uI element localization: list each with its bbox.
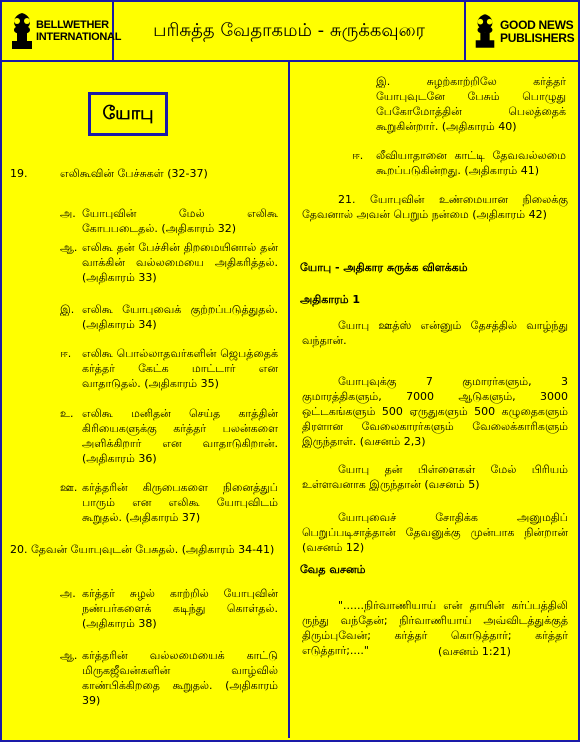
item-mark: ஈ. — [60, 347, 72, 360]
item-i: இ. சுழற்காற்றிலே கர்த்தர் யோபுவுடனே பேசும் பொழுது பேகோமோத்தின் பெலத்தைக் கூறுகின்றார். (அதிகாரம் 40) — [376, 75, 566, 133]
list-item: கர்த்தரின் வல்லமையைக் காட்டு மிருகஜீவன்களின் வாழ்வில் காண்பிக்கிறதை கூறுதல். (அதிகாரம் 39) — [82, 649, 278, 707]
list-item: எலிகூ தன் பேச்சின் திறமையினால் தன் வாக்கின் வல்லமையை அதிகரித்தல். (அதிகாரம் 33) — [82, 241, 278, 284]
list-item: எலிகூ மனிதன் செய்த காத்தின் கிரியைகளுக்கு கர்த்தர் பலன்களை அளிக்கிறார் என வாதாடுகிறான். (அதிகாரம் 36) — [82, 407, 278, 465]
section-19-title: எலிகூவின் பேச்சுகள் (32-37) — [60, 167, 208, 180]
left-logo-line2: INTERNATIONAL — [36, 31, 122, 43]
section-19-number: 19. — [10, 167, 28, 180]
item-mark: உ. — [60, 407, 74, 420]
bellwether-logo — [2, 2, 122, 60]
item-mark: ஈ. — [352, 149, 364, 162]
paragraph: யோபுவைச் சோதிக்க அனுமதிப் பெறுப்படிசாத்தான் தேவனுக்கு முன்பாக நின்றான் (வசனம் 12) — [302, 511, 568, 554]
paragraph: யோபுவுக்கு 7 குமாரர்களும், 3 குமாரத்திகளும், 7000 ஆடுகளும், 3000 ஒட்டகங்களும் 500 ஏருதுகளும் 500 கழுதைகளும் திரளான வேலைகாரர்களும் வேலைக்காரிகளும் இருந்தாள். (வசனம் 2,3) — [302, 375, 568, 448]
ram-logo-icon — [472, 11, 498, 51]
item-mark: ஆ. — [60, 649, 78, 662]
summary-heading: யோபு - அதிகார சுருக்க விளக்கம் — [300, 261, 468, 274]
book-title: யோபு — [88, 92, 168, 136]
ram-logo-icon — [8, 11, 36, 51]
verse-reference: (வசனம் 1:21) — [438, 645, 511, 658]
section-20-title: 20. தேவன் யோபுவுடன் பேசுதல். (அதிகாரம் 34-41) — [10, 543, 275, 556]
paragraph: யோபு தன் பிள்ளைகள் மேல் பிரியம் உள்ளவனாக இருந்தான் (வசனம் 5) — [302, 463, 568, 491]
list-item: யோபுவின் மேல் எலிகூ கோபபடைதல். (அதிகாரம் 32) — [82, 207, 278, 235]
section-21: 21. யோபுவின் உண்மையான நிலைக்கு தேவனால் அவன் பெறும் நன்மை (அதிகாரம் 42) — [302, 193, 568, 221]
left-column — [2, 62, 290, 738]
list-item: எலிகூ பொல்லாதவர்களின் ஜெபத்தைக் கர்த்தர் கேட்க மாட்டார் என வாதாடுதல். (அதிகாரம் 35) — [82, 347, 278, 390]
page-title: பரிசுத்த வேதாகமம் - சுருக்கவுரை — [153, 20, 425, 41]
item-ii: லீவியாதானை காட்டி தேவவல்லமை கூறப்படுகின்றது. (அதிகாரம் 41) — [376, 149, 566, 177]
right-column — [290, 62, 578, 738]
list-item: கர்த்தர் சுழல் காற்றில் யோபுவின் நண்பர்களைக் கடிந்து கொள்தல். (அதிகாரம் 38) — [82, 587, 278, 630]
item-mark: அ. — [60, 587, 76, 600]
list-item: கர்த்தரின் கிருபைகளை நினைத்துப் பாரும் என எலிகூ யோபுவிடம் கூறுதல். (அதிகாரம் 37) — [82, 481, 278, 524]
list-item: எலிகூ யோபுவைக் குற்றப்படுத்துதல். (அதிகாரம் 34) — [82, 303, 278, 331]
item-mark: ஊ. — [60, 481, 78, 494]
good-news-logo — [464, 2, 578, 60]
chapter-heading: அதிகாரம் 1 — [300, 293, 361, 306]
right-logo-line1: GOOD NEWS — [500, 18, 574, 32]
verse-quote: "......நிர்வாணியாய் என் தாயின் கர்ப்பத்திலி ருந்து வந்தேன்; நிர்வாணியாய் அவ்விடத்துக்குத் திரும்புவேன்; கர்த்தர் கொடுத்தார்; கர்த்தர் எடுத்தார்;...." — [302, 599, 568, 657]
left-logo-line1: BELLWETHER — [36, 19, 109, 31]
header-bar — [2, 2, 578, 62]
paragraph: யோபு ஊத்ஸ் என்னும் தேசத்தில் வாழ்ந்து வந்தான். — [302, 319, 568, 347]
right-logo-line2: PUBLISHERS — [500, 31, 575, 45]
item-mark: ஆ. — [60, 241, 78, 254]
verse-heading: வேத வசனம் — [300, 563, 366, 576]
item-mark: இ. — [60, 303, 75, 316]
item-mark: அ. — [60, 207, 76, 220]
